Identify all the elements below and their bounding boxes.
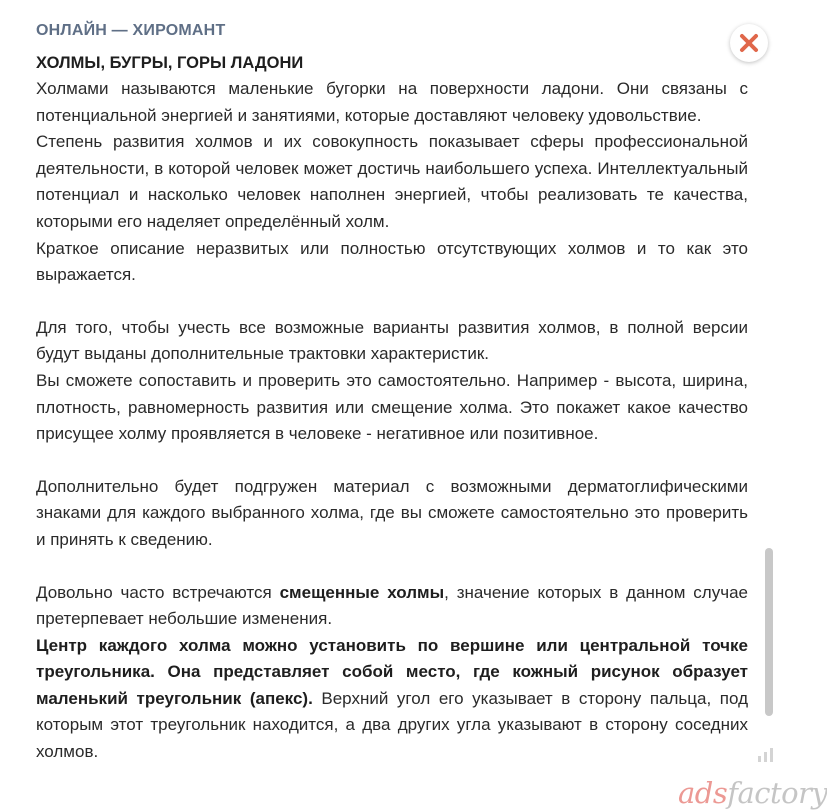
paragraph-hill-center [36, 633, 748, 766]
hill-center-bold: Центр каждого холма можно установить по вершине или центральной точке треугольника. Она представляет собой место, где кожный рисунок образует маленький треугольник (апекс). [36, 635, 748, 708]
watermark-text [678, 776, 827, 810]
paragraph-dermatoglyphics: Дополнительно будет подгружен материал с возможными дерматоглифическими знаками для каждого выбранного холма, где вы сможете самостоятельно это проверить и принять к сведению. [36, 476, 748, 549]
paragraph-hills-development: Степень развития холмов и их совокупность показывает сферы профессиональной деятельности, в которой человек может достичь наибольшего успеха. Интеллектуальный потенциал и насколько человек наполнен энергией, чтобы реализовать те качества, которыми его наделяет определённый холм. [36, 132, 748, 231]
paragraph-shifted-hills [36, 580, 748, 633]
shifted-hills-text-start: Довольно часто встречаются [36, 582, 280, 602]
hill-center-text: Верхний угол его указывает в сторону пальца, под которым этот треугольник находится, а два других угла указывают в сторону соседних холмов. [36, 688, 749, 762]
page-header-label: ОНЛАЙН — ХИРОМАНТ [36, 22, 226, 39]
watermark-bars-icon [756, 744, 796, 764]
shifted-hills-bold: смещенные холмы [279, 582, 445, 602]
shifted-hills-text-end: , значение которых в данном случае претерпевает небольшие изменения. [36, 582, 748, 629]
watermark-part-factory: factory [727, 776, 827, 810]
article-title: ХОЛМЫ, БУГРЫ, ГОРЫ ЛАДОНИ [36, 54, 304, 72]
paragraph-full-version: Для того, чтобы учесть все возможные варианты развития холмов, в полной версии будут выданы дополнительные трактовки характеристик. [36, 317, 748, 364]
paragraph-hills-definition: Холмами называются маленькие бугорки на поверхности ладони. Они связаны с потенциальной энергией и занятиями, которые доставляют человеку удовольствие. [36, 79, 748, 125]
paragraph-short-description: Краткое описание неразвитых или полностью отсутствующих холмов и то как это выражается. [36, 238, 748, 285]
watermark-part-ads: ads [678, 776, 728, 810]
scrollbar-thumb[interactable] [765, 548, 773, 716]
paragraph-compare: Вы сможете сопоставить и проверить это самостоятельно. Например - высота, ширина, плотность, равномерность развития или смещение холма. Это покажет какое качество присущее холму проявляется в человеке - негативное или позитивное. [36, 370, 748, 444]
article-content [36, 50, 748, 766]
adsfactory-logo [670, 770, 827, 811]
